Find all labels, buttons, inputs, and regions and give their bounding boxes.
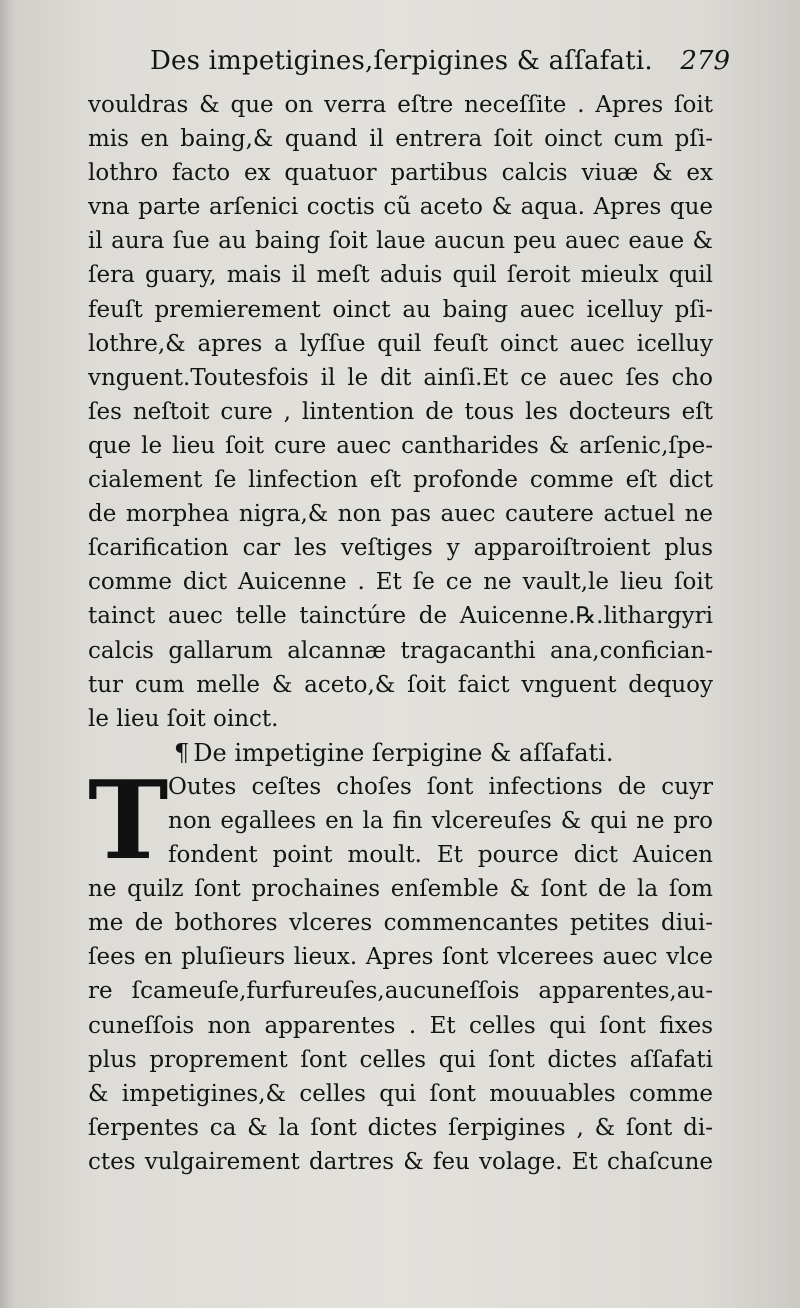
text-line: plus proprement ſont celles qui ſont dictes aſſafati bbox=[88, 1046, 713, 1073]
text-line: vnguent.Toutesfois il le dit ainſi.Et ce auec ſes cho bbox=[88, 364, 713, 391]
text-line: lothro facto ex quatuor partibus calcis viuæ & ex bbox=[88, 160, 713, 187]
text-line: comme dict Auicenne . Et ſe ce ne vault,le lieu ſoit bbox=[88, 569, 713, 596]
section-heading-text: De impetigine ſerpigine & aſſafati. bbox=[193, 738, 614, 767]
text-line: tainct auec telle tainctúre de Auicenne.℞.lithargyri bbox=[88, 603, 713, 630]
text-line: ſerpentes ca & la ſont dictes ſerpigines , & ſont di- bbox=[88, 1114, 713, 1141]
text-line: cialement ſe linfection eſt profonde comme eſt dict bbox=[88, 467, 713, 494]
text-line: re ſcameuſe,furfureuſes,aucuneſſois apparentes,au- bbox=[88, 978, 713, 1005]
text-line: ne quilz ſont prochaines enſemble & ſont de la ſom bbox=[88, 876, 713, 903]
text-line: cuneſſois non apparentes . Et celles qui ſont fixes bbox=[88, 1012, 713, 1039]
text-line: ctes vulgairement dartres & feu volage. Et chaſcune bbox=[88, 1148, 713, 1175]
text-line: mis en baing,& quand il entrera ſoit oinct cum pſi- bbox=[88, 126, 713, 153]
text-line: Outes ceſtes choſes ſont infections de cuyr bbox=[168, 773, 713, 800]
text-line: lothre,& apres a lyſſue quil feuſt oinct auec icelluy bbox=[88, 330, 713, 357]
section-mark: ¶ bbox=[174, 738, 190, 767]
text-line: le lieu ſoit oinct. bbox=[88, 705, 279, 732]
dropcap-lines bbox=[88, 757, 713, 884]
text-line: me de bothores vlceres commencantes petites diui- bbox=[88, 910, 713, 937]
text-line: ſcarification car les veſtiges y apparoiſtroient plus bbox=[88, 535, 713, 562]
text-line: il aura ſue au baing ſoit laue aucun peu auec eaue & bbox=[88, 228, 713, 255]
drop-cap-letter: T bbox=[88, 757, 169, 884]
text-line: ſera guary, mais il meſt aduis quil ſeroit mieulx quil bbox=[88, 262, 713, 289]
text-line: calcis gallarum alcannæ tragacanthi ana,confician- bbox=[88, 637, 713, 664]
page-header bbox=[150, 46, 730, 82]
text-line: vna parte arſenici coctis cũ aceto & aqua. Apres que bbox=[88, 194, 713, 221]
text-line: fondent point moult. Et pource dict Auicen bbox=[168, 842, 713, 869]
running-title: Des impetigines,ſerpigines & aſſafati. bbox=[150, 46, 653, 76]
dropcap-paragraph bbox=[88, 757, 713, 884]
text-line: ſes neſtoit cure , lintention de tous les docteurs eſt bbox=[88, 398, 713, 425]
text-line: que le lieu ſoit cure auec cantharides & arſenic,ſpe- bbox=[88, 432, 713, 459]
text-line: & impetigines,& celles qui ſont mouuables comme bbox=[88, 1080, 713, 1107]
text-line: non egallees en la fin vlcereuſes & qui ne pro bbox=[168, 807, 713, 834]
page-gutter-shadow bbox=[0, 0, 14, 1308]
text-line: de morphea nigra,& non pas auec cautere actuel ne bbox=[88, 501, 713, 528]
section-heading bbox=[88, 736, 713, 770]
page-number: 279 bbox=[680, 46, 730, 76]
text-line: tur cum melle & aceto,& ſoit faict vnguent dequoy bbox=[88, 671, 713, 698]
text-line: vouldras & que on verra eſtre neceſſite . Apres ſoit bbox=[88, 92, 713, 118]
paragraph-before bbox=[88, 88, 713, 736]
body-text bbox=[88, 88, 713, 1179]
text-line: ſees en pluſieurs lieux. Apres ſont vlcerees auec vlce bbox=[88, 944, 713, 971]
text-line: feuſt premierement oinct au baing auec icelluy pſi- bbox=[88, 296, 713, 323]
paragraph-after bbox=[88, 872, 713, 1179]
